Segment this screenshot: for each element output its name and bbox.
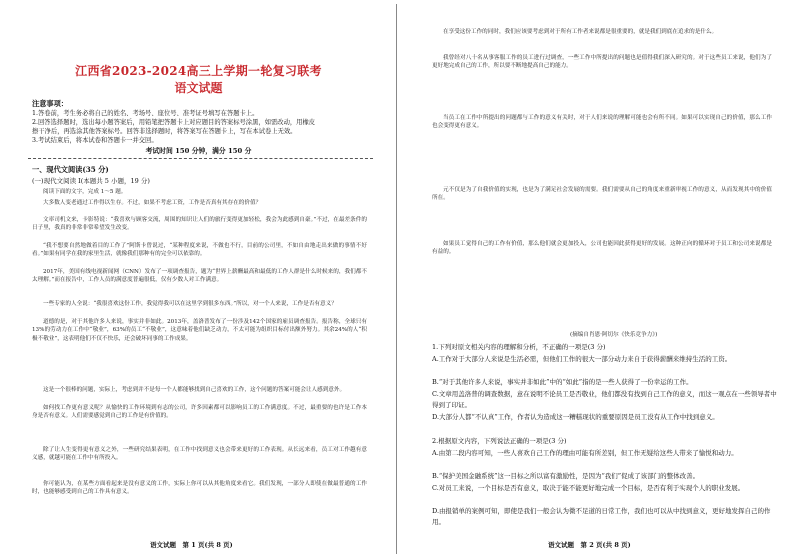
passage-paragraph: 大多数人变老通过工作得以生存。不过，如果不考虑工资，工作是否真有其存在的价值？	[43, 200, 262, 206]
note-item: 擦干净后，再选涂其他答案标号。回答非选择题时，将答案写在答题卡上，写在本试卷上无效。	[32, 128, 297, 135]
passage-paragraph: 你可能认为，在某些方面看起来是没有意义的工作，实际上你可以从其他角度来看它。我们发现，一部分人即使在做最普通的工作时，也能够感受到自己的工作具有意义。	[32, 481, 367, 496]
q2-option-d: D.由报销单的案例可知，即使是我们一般会认为微不足道的日常工作，我们也可以从中找到意义，更好地发挥自己的作用。	[432, 507, 771, 526]
instruction: 阅读下面的文字，完成 1～5 题。	[43, 189, 127, 195]
passage-paragraph: 道德的是，对于其他许多人来说，事实并非如此。2013年，盖洛普发布了一份涉及142个国家的雇员调查报告。报告称，全球只有13%的劳动力在工作中“敬业”，63%的员工“不敬业”，这意味着他们缺乏动力，不太可能为组织目标付出额外努力。其余24%的人“积极不敬业”，这表明他们不仅不快乐，还会破坏同事的工作成果。	[32, 319, 367, 342]
q1-option-a: A.工作对于大部分人来说是生活必需，但他们工作的很大一部分动力来自于获得薪酬来维持生活的工资。	[432, 355, 732, 363]
passage-paragraph: 文率司机文来，卡影特说：“我喜欢与顾客交流，周围的知识让人们的旅行变得更加轻松，我会为此感到自豪。”不过，在最差条件的日子里，我真的非常非常希望发生改变。	[32, 217, 367, 232]
dashed-divider	[28, 158, 373, 159]
q1-option-b: B.“对于其他许多人来说，事实并非如此”中的“如此”指的是一些人获得了一份幸运的工作。	[432, 378, 693, 386]
passage-paragraph: 在享受这份工作的同时，我们应该要考虑到对于所有工作者来说都是很重要的，就是我们到底在追求的是什么。	[443, 29, 718, 35]
q2-option-c: C.对员工来说，一个目标是否有意义，取决于能不能更好地完成一个目标，是否有利于实现个人的职业发展。	[432, 484, 745, 492]
passage-paragraph: 2017年，美国有线电视新闻网（CNN）发布了一项调查报告，题为“世界上薪酬最高和最低的工作人群是什么时候来的，我们都不太理解。”而在报告中，工作人员的满意度普遍很低，仅有少数人对工作满意。	[32, 269, 367, 284]
question-2-stem: 2.根据原文内容，下列说法正确的一项是(3 分)	[432, 437, 567, 445]
passage-paragraph: “我不想要自然地做着目的工作了”阿斯卡曾说过，“某种程度来说，不做也不行，目前的公司里，不如自由地走出来做的事情不好看。”如果有同学在我的家里生活，就像我们那种有的完全可以依靠的。	[32, 243, 367, 258]
page-footer: 语文试题 第 2 页(共 8 页)	[548, 541, 631, 549]
note-item: 1.答卷前，考生务必将自己的姓名、考场号、座位号、准考证号填写在答题卡上。	[32, 110, 259, 117]
passage-paragraph: 当员工在工作中所提出的问题都与工作的意义有关时，对于人们来说的理解可能也会有所不同。如果可以实现自己的价值，那么工作也会变得更有意义。	[432, 115, 772, 130]
passage-paragraph: 这是一个很棒的问题，实际上，考虑到并不是每一个人都能够找到自己喜欢的工作，这个问题的答案可能会让人感到意外。	[43, 387, 346, 393]
exam-info: 考试时间 150 分钟，满分 150 分	[145, 147, 252, 155]
subsection-heading: (一)现代文阅读 I(本题共 5 小题，19 分)	[32, 177, 150, 185]
note-item: 3.考试结束后，将本试卷和答题卡一并交回。	[32, 137, 158, 144]
note-item: 2.回答选择题时，选出每小题答案后，用铅笔把答题卡上对应题目的答案标号涂黑，如需改动，用橡皮	[32, 119, 316, 126]
section-heading: 一、现代文阅读(35 分)	[32, 165, 109, 174]
q1-option-c: C.文章用盖洛普的调查数据，意在说明不论员工是否敬业，他们都没有找到自己工作的意义，而这一观点在一些领导者中得到了印证。	[432, 390, 777, 409]
source-citation: (摘编自肖恩·阿切尔《快乐竞争力》)	[570, 332, 658, 338]
exam-subtitle: 语文试题	[174, 81, 223, 95]
passage-paragraph: 如果员工觉得自己的工作有价值，那么他们就会更加投入，公司也能因此获得更好的发展。这种正向的循环对于员工和公司来说都是有益的。	[432, 241, 772, 256]
passage-paragraph: 我曾经对八十名从事客服工作的员工进行过调查，一些工作中所提出的问题也是值得我们深入研究的。对于这些员工来说，他们为了更好地完成自己的工作，所以要不断地提高自己的能力。	[432, 55, 772, 70]
passage-paragraph: 除了让人生变得更有意义之外，一些研究结果表明，在工作中找到意义也会带来更好的工作表现。从长远来看，员工对工作越有意义感，就越可能在工作中有所投入。	[32, 447, 367, 462]
exam-title: 江西省2023-2024高三上学期一轮复习联考	[75, 64, 322, 78]
notes-heading: 注意事项：	[32, 99, 68, 108]
page-footer: 语文试题 第 1 页(共 8 页)	[150, 541, 233, 549]
q2-option-a: A.由第二段内容可知，一些人喜欢自己工作的理由可能有所差别，但工作无疑给这些人带来了愉悦和动力。	[432, 449, 738, 457]
q1-option-d: D.大部分人都“不认真”工作，作者认为造成这一糟糕现状的重要原因是员工没有从工作中找到意义。	[432, 413, 719, 421]
passage-paragraph: 如何找工作更有意义呢？从愉快的工作环境到有志的公司，许多因素都可以影响员工的工作满意度。不过，最重要的也许是工作本身是否有意义。人们需要感觉到自己的工作是有价值的。	[32, 405, 367, 420]
question-1-stem: 1.下列对原文相关内容的理解和分析，不正确的一项是(3 分)	[432, 343, 606, 351]
passage-paragraph: 元不仅是为了自我价值的实现，也是为了满足社会发展的需要。我们需要从自己的角度来重新审视工作的意义，从而发现其中的价值所在。	[432, 187, 772, 202]
passage-paragraph: 一些专家的人全说：“我很喜欢这份工作，我觉得我可以在这里学到很多东西。”所以，对一个人来说，工作是否有意义？	[43, 301, 337, 307]
q2-option-b: B.“保护美国金融系统”这一目标之所以富有激励性，是因为“我们”促成了该部门的整体改善。	[432, 472, 700, 480]
